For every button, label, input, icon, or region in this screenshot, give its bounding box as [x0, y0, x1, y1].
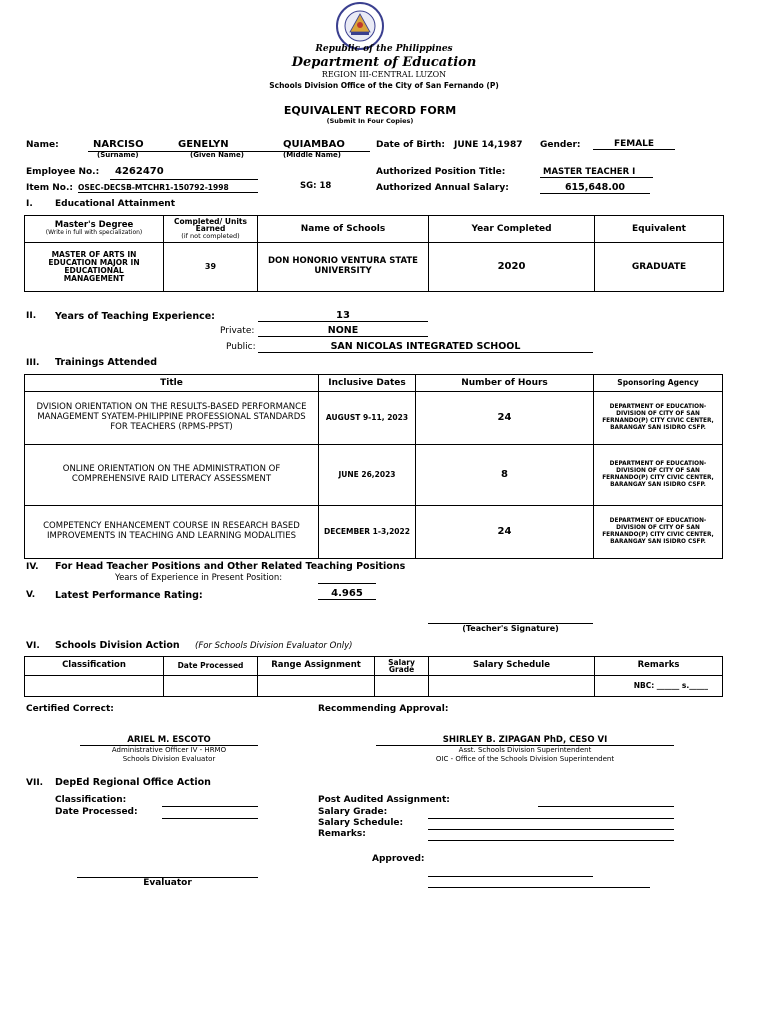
- position-label: Authorized Position Title:: [376, 167, 506, 177]
- action-header-range: Range Assignment: [258, 657, 375, 676]
- action-remarks-cell[interactable]: NBC: ______ s._____: [595, 676, 723, 697]
- form-subtitle: (Submit In Four Copies): [326, 117, 414, 125]
- salary-grade-label: Salary Grade:: [318, 807, 388, 817]
- middle-caption: (Middle Name): [283, 151, 341, 159]
- public-label: Public:: [226, 342, 256, 352]
- section3-numeral: III.: [26, 358, 40, 368]
- train-header-dates: Inclusive Dates: [319, 375, 416, 392]
- train-title: ONLINE ORIENTATION ON THE ADMINISTRATION OF COMPREHENSIVE RAID LITERACY ASSESSMENT: [25, 445, 319, 506]
- form-title: EQUIVALENT RECORD FORM: [283, 104, 457, 117]
- post-audited-line: [538, 806, 674, 807]
- employee-underline: [110, 179, 258, 180]
- section6-title: Schools Division Action: [55, 640, 180, 651]
- section2-title: Years of Teaching Experience:: [55, 311, 215, 322]
- edu-school: DON HONORIO VENTURA STATE UNIVERSITY: [258, 243, 429, 292]
- table-row: [25, 445, 723, 506]
- edu-header-degree: Master's Degree (Write in full with specialization): [25, 216, 164, 243]
- years-present-label: Years of Experience in Present Position:: [115, 573, 283, 583]
- sg-label: SG: 18: [300, 181, 332, 191]
- edu-header-year: Year Completed: [429, 216, 595, 243]
- train-title: DVISION ORIENTATION ON THE RESULTS-BASED PERFORMANCE MANAGEMENT SYATEM-PHILIPPINE PROFESSIONAL STANDARDS FOR TEACHERS (RPMS-PPST): [25, 392, 319, 445]
- superintendent-title1: Asst. Schools Division Superintendent: [458, 746, 592, 754]
- action-range-cell[interactable]: [258, 676, 375, 697]
- edu-equivalent: GRADUATE: [595, 243, 724, 292]
- remarks-line: [428, 840, 674, 841]
- given-caption: (Given Name): [190, 151, 244, 159]
- approved-label: Approved:: [372, 854, 425, 864]
- action-header-classification: Classification: [25, 657, 164, 676]
- approver-line2: [428, 887, 650, 888]
- date-processed-line: [162, 818, 258, 819]
- section2-numeral: II.: [26, 311, 37, 321]
- train-agency: DEPARTMENT OF EDUCATION- DIVISION OF CITY OF SAN FERNANDO(P) CITY CIVIC CENTER, BARANGAY SAN ISIDRO CSFP.: [594, 506, 723, 559]
- approver-line1: [428, 876, 593, 877]
- division-line: Schools Division Office of the City of San Fernando (P): [269, 81, 499, 90]
- private-label: Private:: [220, 326, 255, 336]
- salary-grade-line: [428, 818, 674, 819]
- republic-line: Republic of the Philippines: [315, 44, 453, 54]
- region-line: REGION III-CENTRAL LUZON: [321, 70, 447, 79]
- edu-header-units: Completed/ Units Earned (if not completed): [164, 216, 258, 243]
- train-dates: AUGUST 9-11, 2023: [319, 392, 416, 445]
- action-date-cell[interactable]: [164, 676, 258, 697]
- salary-label: Authorized Annual Salary:: [376, 183, 509, 193]
- department-name: Department of Education: [291, 55, 477, 70]
- section4-numeral: IV.: [26, 562, 39, 572]
- salary-schedule-label: Salary Schedule:: [318, 818, 404, 828]
- deped-seal: [331, 2, 389, 50]
- private-value: NONE: [258, 325, 428, 337]
- train-agency: DEPARTMENT OF EDUCATION- DIVISION OF CITY OF SAN FERNANDO(P) CITY CIVIC CENTER, BARANGAY SAN ISIDRO CSFP.: [594, 445, 723, 506]
- train-dates: DECEMBER 1-3,2022: [319, 506, 416, 559]
- train-dates: JUNE 26,2023: [319, 445, 416, 506]
- train-hours: 8: [416, 445, 594, 506]
- train-hours: 24: [416, 506, 594, 559]
- dob-label: Date of Birth:: [376, 140, 446, 150]
- superintendent-name: SHIRLEY B. ZIPAGAN PhD, CESO VI: [376, 735, 674, 746]
- surname-caption: (Surname): [97, 151, 139, 159]
- action-classification-cell[interactable]: [25, 676, 164, 697]
- edu-header-school: Name of Schools: [258, 216, 429, 243]
- given-name-value: GENELYN: [178, 139, 229, 150]
- deped-seal-icon: [331, 2, 389, 50]
- salary-schedule-line: [428, 829, 674, 830]
- action-header-schedule: Salary Schedule: [429, 657, 595, 676]
- middle-name-value: QUIAMBAO: [283, 139, 345, 150]
- officer-name: ARIEL M. ESCOTO: [80, 735, 258, 746]
- division-action-table: [24, 656, 723, 697]
- section3-title: Trainings Attended: [55, 357, 158, 368]
- section7-numeral: VII.: [26, 778, 44, 788]
- employee-label: Employee No.:: [26, 167, 100, 177]
- name-label: Name:: [26, 140, 59, 150]
- employee-value: 4262470: [115, 166, 164, 177]
- section6-numeral: VI.: [26, 641, 40, 651]
- section6-note: (For Schools Division Evaluator Only): [195, 641, 353, 651]
- action-header-date: Date Processed: [164, 657, 258, 676]
- edu-header-equivalent: Equivalent: [595, 216, 724, 243]
- action-header-grade: Salary Grade: [375, 657, 429, 676]
- trainings-table: [24, 374, 723, 559]
- edu-units: 39: [164, 243, 258, 292]
- years-present-line: [318, 583, 376, 584]
- train-header-hours: Number of Hours: [416, 375, 594, 392]
- item-label: Item No.:: [26, 183, 73, 193]
- action-schedule-cell[interactable]: [429, 676, 595, 697]
- table-row: [25, 676, 723, 697]
- years-experience-value: 13: [258, 310, 428, 322]
- train-header-agency: Sponsoring Agency: [594, 375, 723, 392]
- salary-value: 615,648.00: [540, 182, 650, 194]
- table-row: [25, 392, 723, 445]
- action-grade-cell[interactable]: [375, 676, 429, 697]
- gender-value: FEMALE: [593, 139, 675, 150]
- signature-caption: (Teacher's Signature): [462, 624, 559, 633]
- dob-value: JUNE 14,1987: [454, 140, 523, 150]
- position-value: MASTER TEACHER I: [540, 167, 653, 178]
- train-header-title: Title: [25, 375, 319, 392]
- date-processed-label: Date Processed:: [55, 807, 138, 817]
- train-agency: DEPARTMENT OF EDUCATION- DIVISION OF CITY OF SAN FERNANDO(P) CITY CIVIC CENTER, BARANGAY SAN ISIDRO CSFP.: [594, 392, 723, 445]
- officer-title2: Schools Division Evaluator: [122, 755, 216, 763]
- public-value: SAN NICOLAS INTEGRATED SCHOOL: [258, 341, 593, 353]
- table-row: [25, 243, 724, 292]
- remarks-label: Remarks:: [318, 829, 366, 839]
- train-title: COMPETENCY ENHANCEMENT COURSE IN RESEARCH BASED IMPROVEMENTS IN TEACHING AND LEARNING MODALITIES: [25, 506, 319, 559]
- section1-title: Educational Attainment: [55, 199, 176, 209]
- evaluator-label: Evaluator: [143, 878, 192, 888]
- gender-label: Gender:: [540, 140, 581, 150]
- superintendent-title2: OIC - Office of the Schools Division Superintendent: [435, 755, 615, 763]
- section4-title: For Head Teacher Positions and Other Related Teaching Positions: [55, 561, 406, 572]
- edu-year: 2020: [429, 243, 595, 292]
- certified-label: Certified Correct:: [26, 704, 114, 714]
- section5-title: Latest Performance Rating:: [55, 590, 203, 601]
- section1-numeral: I.: [26, 199, 33, 209]
- classification-label: Classification:: [55, 795, 127, 805]
- section5-numeral: V.: [26, 590, 36, 600]
- edu-degree: MASTER OF ARTS IN EDUCATION MAJOR IN EDUCATIONAL MANAGEMENT: [25, 243, 164, 292]
- officer-title1: Administrative Officer IV - HRMO: [111, 746, 227, 754]
- education-table: [24, 215, 724, 292]
- train-hours: 24: [416, 392, 594, 445]
- table-row: [25, 506, 723, 559]
- section7-title: DepEd Regional Office Action: [55, 777, 211, 788]
- post-audited-label: Post Audited Assignment:: [318, 795, 450, 805]
- item-value: OSEC-DECSB-MTCHR1-150792-1998: [78, 183, 258, 193]
- surname-value: NARCISO: [93, 139, 144, 150]
- action-header-remarks: Remarks: [595, 657, 723, 676]
- classification-line: [162, 806, 258, 807]
- recommending-label: Recommending Approval:: [318, 704, 449, 714]
- rating-value: 4.965: [318, 588, 376, 600]
